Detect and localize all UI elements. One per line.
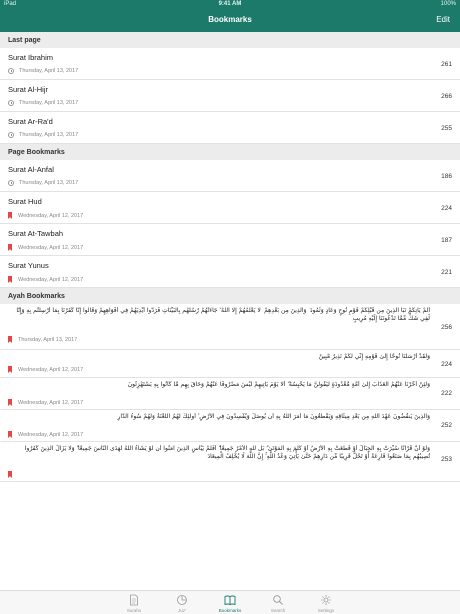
page-bookmark-row[interactable] — [0, 224, 460, 256]
row-page-number: 224 — [441, 205, 452, 212]
bookmark-ribbon-icon — [8, 276, 12, 283]
page-bookmark-row[interactable] — [0, 192, 460, 224]
row-date: Wednesday, April 12, 2017 — [18, 212, 84, 219]
row-page-number: 255 — [441, 125, 452, 132]
tab-settings[interactable] — [302, 591, 350, 614]
status-bar — [0, 0, 460, 10]
ayah-bookmark-row[interactable] — [0, 442, 460, 482]
row-date: Thursday, April 13, 2017 — [19, 132, 79, 138]
row-page-number: 221 — [441, 269, 452, 276]
row-subtitle — [8, 366, 83, 373]
battery-label: 100% — [440, 1, 456, 7]
row-title: Surat Yunus — [8, 261, 49, 270]
clock-icon — [8, 68, 14, 74]
page-bookmark-row[interactable] — [0, 256, 460, 288]
row-title: Surat Ar-Ra'd — [8, 117, 53, 126]
row-page-number: 256 — [441, 324, 452, 331]
row-date: Thursday, April 13, 2017 — [19, 68, 79, 74]
ayah-bookmark-row[interactable] — [0, 350, 460, 378]
row-page-number: 266 — [441, 93, 452, 100]
book-icon — [224, 594, 236, 606]
row-title: Surat Al-Hijr — [8, 85, 49, 94]
ayah-bookmark-row[interactable] — [0, 304, 460, 350]
row-page-number: 252 — [441, 422, 452, 429]
gear-icon — [320, 594, 332, 606]
carrier-label: iPad — [4, 1, 17, 7]
tab-bookmarks[interactable] — [206, 591, 254, 614]
tab-label: Juz' — [178, 608, 186, 613]
row-page-number: 186 — [441, 173, 452, 180]
bookmark-ribbon-icon — [8, 336, 12, 343]
clock-icon — [8, 100, 14, 106]
row-title: Surat Hud — [8, 197, 42, 206]
page-bookmark-row[interactable] — [0, 160, 460, 192]
tab-juz[interactable] — [158, 591, 206, 614]
row-page-number: 253 — [441, 456, 452, 463]
row-subtitle — [8, 471, 18, 478]
clock-icon — [8, 132, 14, 138]
row-subtitle — [8, 336, 77, 343]
tab-search[interactable] — [254, 591, 302, 614]
ayah-text: وَالَّذِينَ يَنقُضُونَ عَهْدَ اللَّهِ مِن بَعْدِ مِيثَاقِهِ وَيَقْطَعُونَ مَا أَمَرَ اللَّهُ بِهِ أَن يُوصَلَ وَيُفْسِدُونَ فِي الْأَرْضِ ۙ أُولَٰئِكَ لَهُمُ اللَّعْنَةُ وَلَهُمْ سُوءُ الدَّارِ — [117, 413, 430, 420]
row-page-number: 224 — [441, 361, 452, 368]
row-subtitle — [8, 276, 83, 283]
ayah-bookmark-row[interactable] — [0, 378, 460, 410]
bookmarks-list[interactable] — [0, 32, 460, 590]
row-subtitle — [8, 132, 78, 138]
bookmark-ribbon-icon — [8, 471, 12, 478]
section-header-ayah-bookmarks: Ayah Bookmarks — [0, 288, 460, 304]
row-subtitle — [8, 244, 83, 251]
document-icon — [128, 594, 140, 606]
row-subtitle — [8, 100, 78, 106]
tab-label: Search — [270, 608, 286, 613]
tab-label: Surahs — [126, 608, 142, 613]
tab-bar — [0, 590, 460, 614]
status-time: 9:41 AM — [218, 1, 242, 7]
bookmark-ribbon-icon — [8, 399, 12, 406]
bookmark-ribbon-icon — [8, 244, 12, 251]
row-subtitle — [8, 399, 83, 406]
navigation-bar — [0, 10, 460, 32]
tab-label: Bookmarks — [218, 608, 242, 613]
row-date: Wednesday, April 12, 2017 — [18, 431, 84, 438]
row-page-number: 222 — [441, 390, 452, 397]
last-page-row[interactable] — [0, 112, 460, 144]
section-header-page-bookmarks: Page Bookmarks — [0, 144, 460, 160]
row-date: Wednesday, April 12, 2017 — [18, 244, 84, 251]
section-header-last-page: Last page — [0, 32, 460, 48]
tab-surahs[interactable] — [110, 591, 158, 614]
ayah-text: وَلَئِنْ أَخَّرْنَا عَنْهُمُ الْعَذَابَ إِلَىٰ أُمَّةٍ مَّعْدُودَةٍ لَّيَقُولُنَّ مَا يَحْبِسُهُ ۗ أَلَا يَوْمَ يَأْتِيهِمْ لَيْسَ مَصْرُوفًا عَنْهُمْ وَحَاقَ بِهِم مَّا كَانُوا بِهِ يَسْتَهْزِئُونَ — [127, 381, 430, 388]
clock-icon — [8, 180, 14, 186]
search-icon — [272, 594, 284, 606]
last-page-row[interactable] — [0, 48, 460, 80]
row-date: Thursday, April 13, 2017 — [18, 336, 78, 343]
ayah-bookmark-row[interactable] — [0, 410, 460, 442]
row-date: Wednesday, April 12, 2017 — [18, 276, 84, 283]
row-subtitle — [8, 212, 83, 219]
bookmark-ribbon-icon — [8, 366, 12, 373]
pie-icon — [176, 594, 188, 606]
edit-button[interactable]: Edit — [436, 15, 450, 24]
last-page-row[interactable] — [0, 80, 460, 112]
row-date: Thursday, April 13, 2017 — [19, 180, 79, 186]
bookmark-ribbon-icon — [8, 431, 12, 438]
row-page-number: 187 — [441, 237, 452, 244]
tab-label: Settings — [317, 608, 335, 613]
row-page-number: 261 — [441, 61, 452, 68]
page-title: Bookmarks — [208, 15, 252, 24]
ayah-text: وَلَوْ أَنَّ قُرْآنًا سُيِّرَتْ بِهِ الْجِبَالُ أَوْ قُطِّعَتْ بِهِ الْأَرْضُ أَوْ كُلِّمَ بِهِ الْمَوْتَىٰ ۗ بَل لِّلَّهِ الْأَمْرُ جَمِيعًا ۗ أَفَلَمْ يَيْأَسِ الَّذِينَ آمَنُوا أَن لَّوْ يَشَاءُ اللَّهُ لَهَدَى النَّاسَ جَمِيعًا ۗ وَلَا يَزَالُ الَّذِينَ كَفَرُوا تُصِيبُهُم بِمَا صَنَعُوا قَارِعَةٌ أَوْ تَحُلُّ قَرِيبًا مِّن دَارِهِمْ حَتَّىٰ يَأْتِيَ وَعْدُ اللَّهِ ۚ إِنَّ اللَّهَ لَا يُخْلِفُ الْمِيعَادَ — [24, 445, 430, 460]
row-title: Surat At-Tawbah — [8, 229, 64, 238]
row-subtitle — [8, 68, 78, 74]
ayah-text: أَلَمْ يَأْتِكُمْ نَبَأُ الَّذِينَ مِن قَبْلِكُمْ قَوْمِ نُوحٍ وَعَادٍ وَثَمُودَ ۛ وَالَّذِينَ مِن بَعْدِهِمْ ۛ لَا يَعْلَمُهُمْ إِلَّا اللَّهُ ۚ جَاءَتْهُمْ رُسُلُهُم بِالْبَيِّنَاتِ فَرَدُّوا أَيْدِيَهُمْ فِي أَفْوَاهِهِمْ وَقَالُوا إِنَّا كَفَرْنَا بِمَا أُرْسِلْتُم بِهِ وَإِنَّا لَفِي شَكٍّ مِّمَّا تَدْعُونَنَا إِلَيْهِ مُرِيبٍ — [16, 307, 430, 322]
ayah-text: وَلَقَدْ أَرْسَلْنَا نُوحًا إِلَىٰ قَوْمِهِ إِنِّي لَكُمْ نَذِيرٌ مُّبِينٌ — [318, 353, 430, 360]
row-date: Thursday, April 13, 2017 — [19, 100, 79, 106]
row-date: Wednesday, April 12, 2017 — [18, 366, 84, 373]
row-title: Surat Ibrahim — [8, 53, 54, 62]
row-subtitle — [8, 180, 78, 186]
row-subtitle — [8, 431, 83, 438]
row-title: Surat Al-Anfal — [8, 165, 54, 174]
row-date: Wednesday, April 12, 2017 — [18, 399, 84, 406]
bookmark-ribbon-icon — [8, 212, 12, 219]
